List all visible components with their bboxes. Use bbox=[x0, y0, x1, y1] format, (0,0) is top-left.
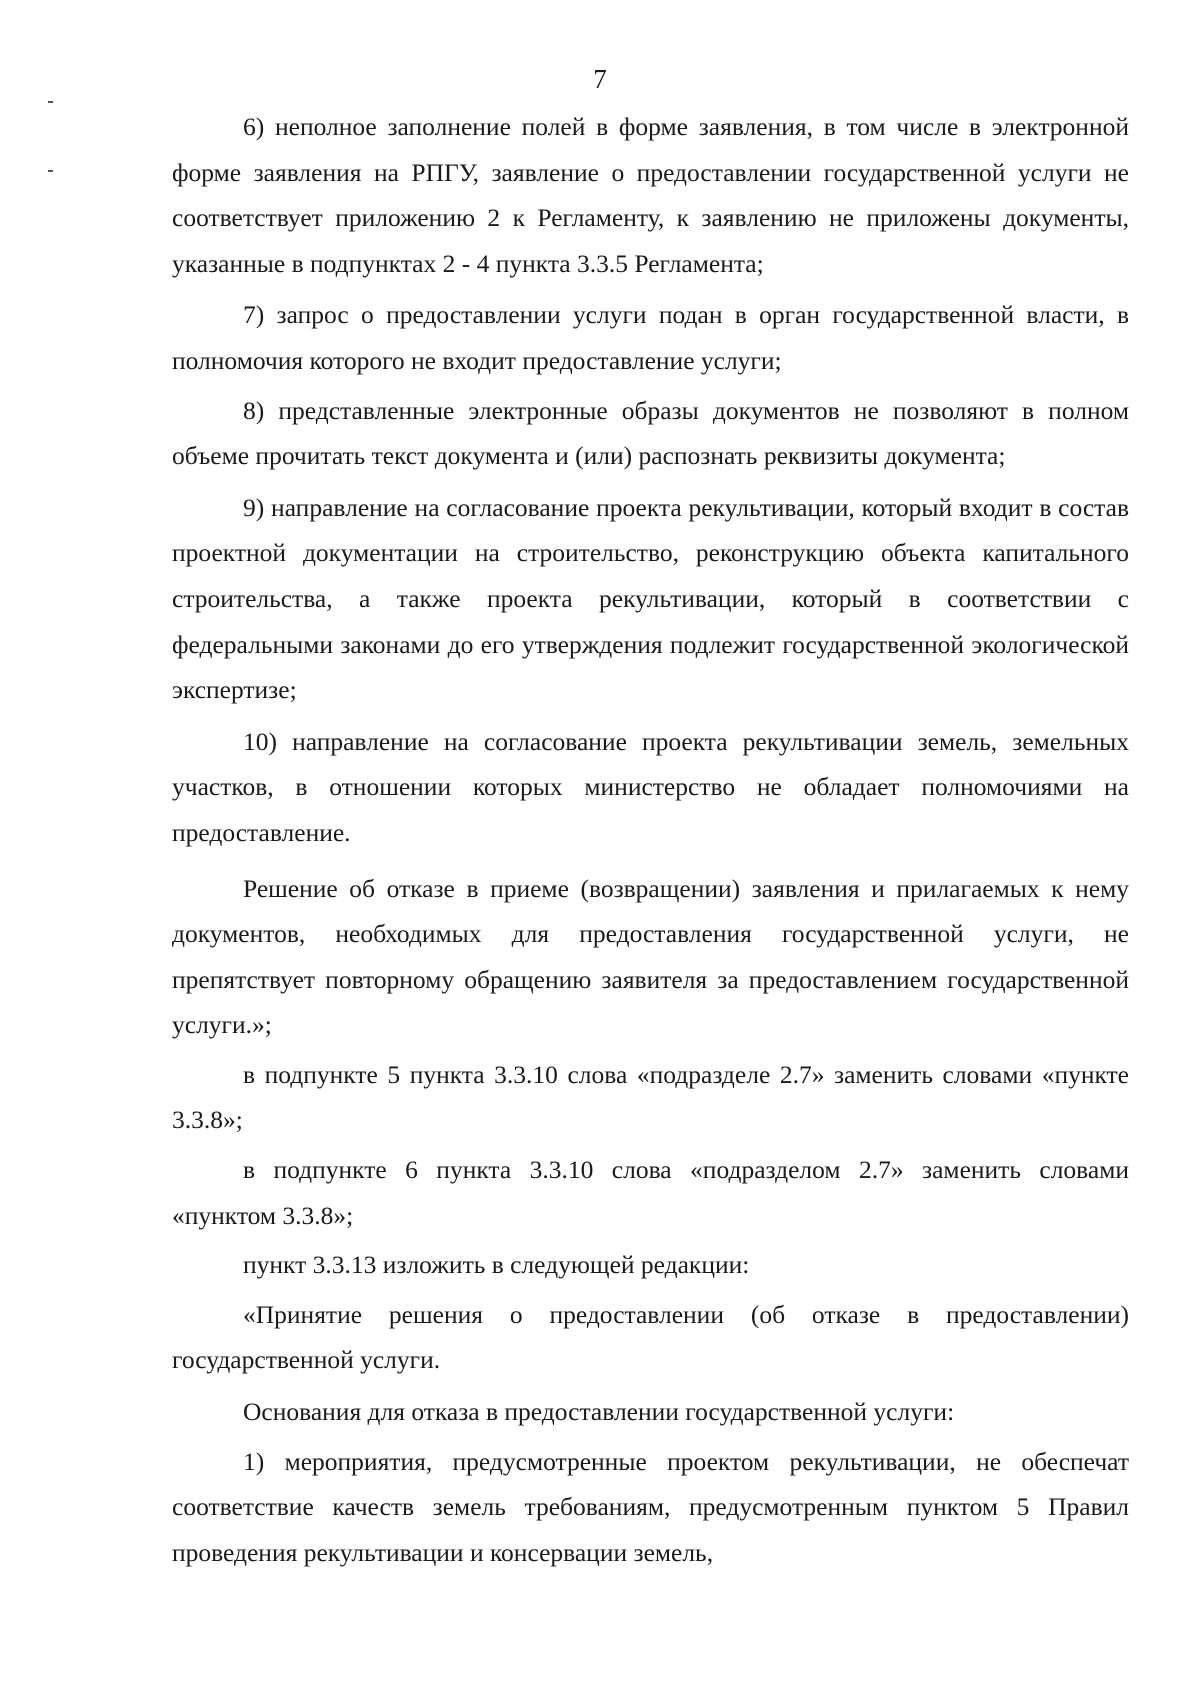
margin-mark bbox=[48, 170, 53, 172]
paragraph-item-9: 9) направление на согласование проекта рекультивации, который входит в состав проектной документации на строительство, реконструкцию объекта капитального строительства, а также проекта рекультивации, который в соответствии с федеральными законами до его утверждения подлежит государственной экологической экспертизе; bbox=[172, 492, 1129, 705]
paragraph-decision-heading: «Принятие решения о предоставлении (об отказе в предоставлении) государственной услуги. bbox=[172, 1299, 1129, 1375]
paragraph-amendment-point-3-3-13: пункт 3.3.13 изложить в следующей редакции: bbox=[243, 1250, 750, 1280]
margin-mark bbox=[48, 101, 53, 103]
document-body bbox=[172, 104, 1129, 1575]
page-number: 7 bbox=[593, 64, 607, 94]
paragraph-refusal-grounds: Основания для отказа в предоставлении государственной услуги: bbox=[243, 1397, 955, 1427]
paragraph-ground-1: 1) мероприятия, предусмотренные проектом рекультивации, не обеспечат соответствие качеств земель требованиям, предусмотренным пунктом 5 Правил проведения рекультивации и консервации земель, bbox=[172, 1446, 1129, 1567]
paragraph-amendment-subpoint-6: в подпункте 6 пункта 3.3.10 слова «подразделом 2.7» заменить словами «пунктом 3.3.8»; bbox=[172, 1155, 1129, 1230]
paragraph-item-8: 8) представленные электронные образы документов не позволяют в полном объеме прочитать текст документа и (или) распознать реквизиты документа; bbox=[172, 395, 1129, 471]
paragraph-item-6: 6) неполное заполнение полей в форме заявления, в том числе в электронной форме заявления на РПГУ, заявление о предоставлении государственной услуги не соответствует приложению 2 к Регламенту, к заявлению не приложены документы, указанные в подпунктах 2 - 4 пункта 3.3.5 Регламента; bbox=[172, 112, 1129, 278]
paragraph-refusal-decision: Решение об отказе в приеме (возвращении) заявления и прилагаемых к нему документов, необходимых для предоставления государственной услуги, не препятствует повторному обращению заявителя за предоставлением государственной услуги.»; bbox=[172, 873, 1129, 1040]
paragraph-item-7: 7) запрос о предоставлении услуги подан в орган государственной власти, в полномочия которого не входит предоставление услуги; bbox=[172, 300, 1129, 375]
paragraph-item-10: 10) направление на согласование проекта рекультивации земель, земельных участков, в отношении которых министерство не обладает полномочиями на предоставление. bbox=[172, 726, 1129, 847]
paragraph-amendment-subpoint-5: в подпункте 5 пункта 3.3.10 слова «подразделе 2.7» заменить словами «пункте 3.3.8»; bbox=[172, 1059, 1129, 1135]
